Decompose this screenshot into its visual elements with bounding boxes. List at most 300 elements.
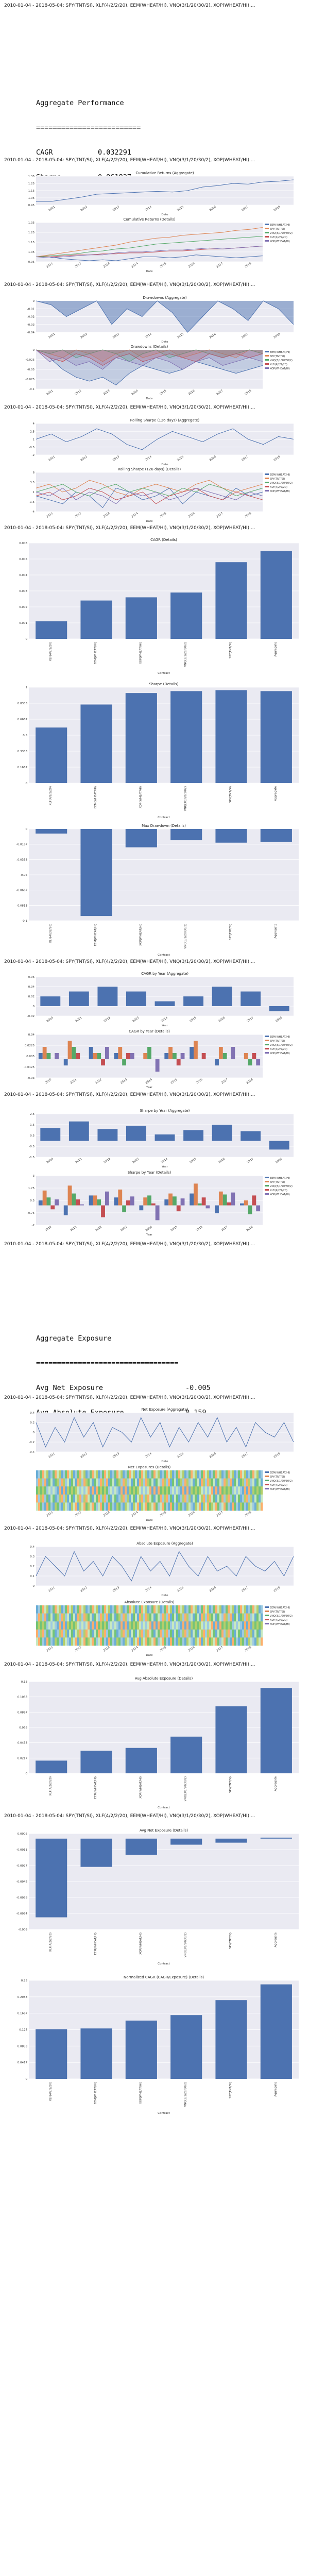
y-tick-label: -0.01 xyxy=(27,308,35,311)
heat-cell xyxy=(116,1630,118,1638)
sharpe-details-chart xyxy=(5,680,304,819)
bar xyxy=(97,1129,117,1141)
heat-cell xyxy=(252,1470,254,1479)
y-tick-label: 3 xyxy=(32,1175,35,1178)
heat-cell xyxy=(242,1495,244,1503)
heat-cell xyxy=(90,1479,92,1487)
x-tick-label: SPY(TNT/SI) xyxy=(229,924,232,941)
heat-cell xyxy=(104,1605,106,1614)
heat-cell xyxy=(193,1621,195,1630)
y-tick-label: -0.5 xyxy=(29,446,35,449)
heat-cell xyxy=(219,1479,221,1487)
heat-cell xyxy=(186,1621,188,1630)
heat-cell xyxy=(114,1630,116,1638)
heat-cell xyxy=(67,1605,69,1614)
heat-cell xyxy=(215,1495,217,1503)
heat-cell xyxy=(118,1630,121,1638)
legend-label: EEM(WHEAT/HI) xyxy=(270,351,290,354)
heat-cell xyxy=(104,1495,106,1503)
heat-cell xyxy=(71,1621,73,1630)
x-tick-label: SPY(TNT/SI) xyxy=(229,1933,232,1950)
heat-cell xyxy=(46,1470,48,1479)
x-tick-label: 2016 xyxy=(209,1452,217,1459)
heat-cell xyxy=(203,1502,205,1511)
heat-cell xyxy=(256,1470,259,1479)
heat-cell xyxy=(88,1470,90,1479)
heat-cell xyxy=(149,1502,151,1511)
heat-cell xyxy=(149,1479,151,1487)
heat-cell xyxy=(238,1486,240,1495)
heat-cell xyxy=(75,1614,77,1622)
heat-cell xyxy=(158,1621,160,1630)
heat-cell xyxy=(259,1470,261,1479)
heat-cell xyxy=(213,1630,215,1638)
heat-cell xyxy=(104,1479,106,1487)
bar xyxy=(241,1131,261,1141)
heat-cell xyxy=(94,1614,96,1622)
heat-cell xyxy=(110,1479,112,1487)
bar xyxy=(126,2021,157,2079)
heat-cell xyxy=(219,1630,221,1638)
heat-cell xyxy=(182,1486,184,1495)
heat-cell xyxy=(123,1479,125,1487)
heat-cell xyxy=(221,1605,224,1614)
heat-cell xyxy=(102,1495,104,1503)
heat-cell xyxy=(186,1502,188,1511)
heat-cell xyxy=(209,1502,211,1511)
heat-cell xyxy=(102,1486,104,1495)
heat-cell xyxy=(114,1621,116,1630)
heat-cell xyxy=(207,1470,209,1479)
heat-cell xyxy=(178,1495,180,1503)
chart-title: Net Exposures (Details) xyxy=(128,1465,171,1469)
bar xyxy=(190,1047,194,1059)
legend-swatch xyxy=(265,1036,269,1037)
legend-label: XOP(WHEAT/HI) xyxy=(270,1193,290,1196)
heat-cell xyxy=(166,1495,168,1503)
y-tick-label: 1.35 xyxy=(28,222,35,225)
heat-cell xyxy=(259,1605,261,1614)
legend-swatch xyxy=(265,228,269,229)
bar xyxy=(64,1059,68,1065)
heat-cell xyxy=(153,1486,156,1495)
x-tick-label: 2015 xyxy=(177,1452,185,1459)
bar xyxy=(231,1047,235,1059)
heat-cell xyxy=(116,1486,118,1495)
heat-cell xyxy=(254,1470,256,1479)
heat-cell xyxy=(104,1486,106,1495)
heat-cell xyxy=(149,1630,151,1638)
heat-cell xyxy=(71,1495,73,1503)
heat-cell xyxy=(203,1470,205,1479)
heat-cell xyxy=(228,1614,230,1622)
x-tick-label: 2013 xyxy=(120,1078,128,1085)
x-tick-label: VNQ(3/1/20/30/2) xyxy=(184,1776,187,1802)
bar xyxy=(155,1134,175,1141)
heat-cell xyxy=(75,1479,77,1487)
heat-cell xyxy=(147,1479,149,1487)
heat-cell xyxy=(104,1614,106,1622)
heat-cell xyxy=(73,1630,75,1638)
y-tick-label: 1 xyxy=(32,438,35,442)
heat-cell xyxy=(133,1605,135,1614)
heat-cell xyxy=(61,1637,63,1646)
x-tick-label: 2011 xyxy=(48,332,56,340)
y-tick-label: -0.075 xyxy=(25,378,35,381)
heat-cell xyxy=(199,1621,201,1630)
legend-label: EEM(WHEAT/HI) xyxy=(270,473,290,477)
heat-cell xyxy=(232,1486,234,1495)
x-tick-label: 2017 xyxy=(216,262,224,269)
heat-cell xyxy=(238,1495,240,1503)
heat-cell xyxy=(254,1630,256,1638)
y-tick-label: 0.2 xyxy=(30,1565,35,1568)
heat-cell xyxy=(209,1605,211,1614)
bar xyxy=(261,1838,292,1839)
y-tick-label: -0.0042 xyxy=(16,1880,27,1884)
heat-cell xyxy=(188,1495,191,1503)
heat-cell xyxy=(234,1637,236,1646)
heat-cell xyxy=(254,1495,256,1503)
heat-cell xyxy=(114,1605,116,1614)
bar xyxy=(215,829,247,843)
heat-cell xyxy=(217,1495,219,1503)
heat-cell xyxy=(114,1470,116,1479)
bar xyxy=(80,829,112,916)
heat-cell xyxy=(184,1614,186,1622)
bar xyxy=(97,987,117,1006)
heat-cell xyxy=(59,1479,61,1487)
heat-cell xyxy=(205,1630,207,1638)
heat-cell xyxy=(180,1614,182,1622)
x-tick-label: 2011 xyxy=(46,1646,54,1653)
heat-cell xyxy=(143,1637,145,1646)
bar xyxy=(227,1202,231,1206)
bar xyxy=(76,1199,80,1206)
y-tick-label: 0.5 xyxy=(23,734,27,737)
heat-cell xyxy=(259,1502,261,1511)
bar xyxy=(126,992,146,1007)
heat-cell xyxy=(65,1637,67,1646)
heat-cell xyxy=(166,1479,168,1487)
x-tick-label: 2015 xyxy=(170,1078,178,1085)
y-tick-label: 0.3 xyxy=(30,1555,35,1558)
heat-cell xyxy=(213,1637,215,1646)
heat-cell xyxy=(96,1614,98,1622)
heat-cell xyxy=(79,1479,81,1487)
heat-cell xyxy=(226,1605,228,1614)
heat-cell xyxy=(174,1630,176,1638)
heat-cell xyxy=(100,1637,102,1646)
heat-cell xyxy=(217,1630,219,1638)
heat-cell xyxy=(67,1637,69,1646)
y-tick-label: -0.05 xyxy=(20,874,27,877)
chart-title: Cumulative Returns (Details) xyxy=(123,217,176,222)
heat-cell xyxy=(53,1621,55,1630)
heat-cell xyxy=(240,1479,242,1487)
heat-cell xyxy=(164,1479,166,1487)
heat-cell xyxy=(81,1470,83,1479)
heat-cell xyxy=(164,1486,166,1495)
bar xyxy=(68,1185,72,1205)
x-tick-label: 2013 xyxy=(120,1225,128,1232)
heat-cell xyxy=(108,1605,110,1614)
heat-cell xyxy=(129,1605,131,1614)
heat-cell xyxy=(197,1614,199,1622)
heat-cell xyxy=(197,1621,199,1630)
heat-cell xyxy=(221,1479,224,1487)
x-tick-label: 2013 xyxy=(102,512,111,519)
heat-cell xyxy=(168,1502,170,1511)
x-tick-label: 2014 xyxy=(145,1078,153,1085)
heat-cell xyxy=(205,1470,207,1479)
heat-cell xyxy=(248,1637,250,1646)
heat-cell xyxy=(172,1486,174,1495)
heat-cell xyxy=(158,1614,160,1622)
bar xyxy=(223,1053,227,1059)
heat-cell xyxy=(252,1637,254,1646)
heat-cell xyxy=(226,1479,228,1487)
bar xyxy=(36,621,67,639)
bar xyxy=(190,1194,194,1206)
heat-cell xyxy=(104,1502,106,1511)
x-tick-label: 2013 xyxy=(132,1157,140,1164)
legend-label: VNQ(3/1/20/30/2) xyxy=(270,1185,293,1188)
heat-cell xyxy=(44,1637,46,1646)
legend-label: XLF(4/2/2/20) xyxy=(270,1189,287,1192)
heat-cell xyxy=(188,1621,191,1630)
heat-cell xyxy=(176,1495,178,1503)
heat-cell xyxy=(182,1479,184,1487)
heat-cell xyxy=(197,1495,199,1503)
heat-cell xyxy=(211,1495,213,1503)
legend-swatch xyxy=(265,1615,269,1616)
heat-cell xyxy=(112,1486,114,1495)
y-tick-label: 0 xyxy=(32,300,35,303)
heat-cell xyxy=(246,1621,248,1630)
legend-swatch xyxy=(265,1193,269,1195)
bar xyxy=(122,1059,126,1065)
heat-cell xyxy=(125,1495,127,1503)
heat-cell xyxy=(242,1630,244,1638)
y-tick-label: 0.0417 xyxy=(17,2061,27,2065)
bar xyxy=(118,1190,122,1206)
heat-cell xyxy=(172,1630,174,1638)
heat-cell xyxy=(205,1486,207,1495)
heat-cell xyxy=(211,1502,213,1511)
heat-cell xyxy=(228,1630,230,1638)
heat-cell xyxy=(151,1495,153,1503)
heat-cell xyxy=(100,1605,102,1614)
bar xyxy=(177,1059,181,1065)
heat-cell xyxy=(174,1621,176,1630)
heat-cell xyxy=(172,1495,174,1503)
heat-cell xyxy=(172,1637,174,1646)
y-tick-label: 0.0225 xyxy=(24,1044,35,1047)
heat-cell xyxy=(71,1479,73,1487)
heat-cell xyxy=(261,1630,263,1638)
heat-cell xyxy=(106,1630,108,1638)
heat-cell xyxy=(147,1502,149,1511)
legend-swatch xyxy=(265,486,269,487)
heat-cell xyxy=(114,1486,116,1495)
heat-cell xyxy=(55,1614,57,1622)
heat-cell xyxy=(143,1630,145,1638)
heat-cell xyxy=(118,1605,121,1614)
heat-cell xyxy=(57,1630,59,1638)
heat-cell xyxy=(236,1614,238,1622)
x-tick-label: 2017 xyxy=(241,1452,249,1459)
bar xyxy=(126,1839,157,1855)
x-axis-label: Contract xyxy=(158,2112,170,2115)
heat-cell xyxy=(59,1614,61,1622)
heat-cell xyxy=(250,1637,252,1646)
heat-cell xyxy=(96,1605,98,1614)
heat-cell xyxy=(67,1614,69,1622)
heat-cell xyxy=(110,1470,112,1479)
heat-cell xyxy=(184,1486,186,1495)
y-tick-label: 0.004 xyxy=(19,574,27,577)
y-tick-label: -2 xyxy=(31,1224,35,1227)
absolute-exposure-aggregate-chart xyxy=(21,1540,299,1597)
heat-cell xyxy=(207,1621,209,1630)
x-tick-label: 2018 xyxy=(246,1078,254,1085)
heat-cell xyxy=(182,1470,184,1479)
heat-cell xyxy=(42,1470,44,1479)
y-tick-label: -0.0027 xyxy=(16,1865,27,1868)
heat-cell xyxy=(176,1637,178,1646)
heat-cell xyxy=(108,1470,110,1479)
heat-cell xyxy=(110,1614,112,1622)
heat-cell xyxy=(129,1486,131,1495)
bar xyxy=(256,1059,260,1065)
bar xyxy=(40,1128,60,1141)
heat-cell xyxy=(102,1605,104,1614)
heat-cell xyxy=(98,1470,100,1479)
heat-cell xyxy=(137,1486,139,1495)
heat-cell xyxy=(158,1637,160,1646)
heat-cell xyxy=(158,1495,160,1503)
heat-cell xyxy=(162,1614,164,1622)
heat-cell xyxy=(147,1621,149,1630)
x-tick-label: 2015 xyxy=(159,1646,167,1653)
heat-cell xyxy=(55,1621,57,1630)
heat-cell xyxy=(256,1502,259,1511)
bar xyxy=(130,1053,134,1059)
y-tick-label: 0.04 xyxy=(28,986,35,989)
heat-cell xyxy=(180,1637,182,1646)
heat-cell xyxy=(57,1614,59,1622)
heat-cell xyxy=(125,1630,127,1638)
heat-cell xyxy=(201,1637,203,1646)
heat-cell xyxy=(123,1630,125,1638)
bar xyxy=(69,1122,89,1141)
heat-cell xyxy=(259,1637,261,1646)
heat-cell xyxy=(195,1502,197,1511)
chart-title: CAGR by Year (Details) xyxy=(129,1029,170,1033)
x-tick-label: 2012 xyxy=(103,1157,111,1164)
heat-cell xyxy=(254,1621,256,1630)
heat-cell xyxy=(168,1470,170,1479)
x-tick-label: 2018 xyxy=(273,1586,281,1593)
heat-cell xyxy=(221,1614,224,1622)
heat-cell xyxy=(217,1486,219,1495)
heat-cell xyxy=(234,1495,236,1503)
heat-cell xyxy=(104,1621,106,1630)
heat-cell xyxy=(158,1502,160,1511)
legend-label: SPY(TNT/SI) xyxy=(270,1476,285,1479)
y-tick-label: 2.5 xyxy=(30,1113,35,1116)
heat-cell xyxy=(215,1637,217,1646)
heat-cell xyxy=(61,1621,63,1630)
heat-cell xyxy=(160,1486,162,1495)
bar xyxy=(76,1053,80,1059)
heat-cell xyxy=(197,1486,199,1495)
y-tick-label: 0.4 xyxy=(30,1412,35,1415)
legend-label: XLF(4/2/2/20) xyxy=(270,486,287,489)
heat-cell xyxy=(209,1479,211,1487)
heat-cell xyxy=(83,1621,85,1630)
x-tick-label: 2018 xyxy=(273,332,281,340)
heat-cell xyxy=(92,1502,94,1511)
y-tick-label: -0.0125 xyxy=(23,1066,35,1069)
y-tick-label: 1 xyxy=(32,491,35,494)
heat-cell xyxy=(50,1630,53,1638)
bar xyxy=(215,690,247,783)
heat-cell xyxy=(100,1621,102,1630)
heat-cell xyxy=(123,1637,125,1646)
heat-cell xyxy=(110,1502,112,1511)
heat-cell xyxy=(67,1621,69,1630)
heat-cell xyxy=(232,1621,234,1630)
x-tick-label: VNQ(3/1/20/30/2) xyxy=(184,786,187,811)
x-axis-label: Date xyxy=(161,1460,168,1463)
x-tick-label: 2010 xyxy=(44,1078,53,1085)
heat-cell xyxy=(65,1630,67,1638)
heat-cell xyxy=(248,1495,250,1503)
heat-cell xyxy=(102,1621,104,1630)
heat-cell xyxy=(55,1630,57,1638)
heat-cell xyxy=(234,1470,236,1479)
heat-cell xyxy=(112,1630,114,1638)
x-tick-label: 2015 xyxy=(189,1157,197,1164)
heat-cell xyxy=(238,1630,240,1638)
x-tick-label: XOP(WHEAT/HI) xyxy=(139,1776,143,1799)
heat-cell xyxy=(184,1630,186,1638)
heat-cell xyxy=(92,1637,94,1646)
heat-cell xyxy=(75,1621,77,1630)
heat-cell xyxy=(224,1637,226,1646)
heat-cell xyxy=(83,1495,85,1503)
heat-cell xyxy=(121,1637,123,1646)
heat-cell xyxy=(219,1637,221,1646)
heat-cell xyxy=(46,1621,48,1630)
y-tick-label: 0.1083 xyxy=(17,1696,27,1699)
heat-cell xyxy=(256,1479,259,1487)
heat-cell xyxy=(75,1630,77,1638)
heat-cell xyxy=(193,1637,195,1646)
y-tick-label: 0.0833 xyxy=(17,2045,27,2048)
heat-cell xyxy=(121,1479,123,1487)
heat-cell xyxy=(127,1486,129,1495)
heat-cell xyxy=(131,1486,133,1495)
heat-cell xyxy=(168,1614,170,1622)
heat-cell xyxy=(118,1637,121,1646)
heat-cell xyxy=(106,1470,108,1479)
heat-cell xyxy=(44,1630,46,1638)
x-tick-label: 2011 xyxy=(75,1157,83,1164)
legend-label: SPY(TNT/SI) xyxy=(270,1040,285,1043)
